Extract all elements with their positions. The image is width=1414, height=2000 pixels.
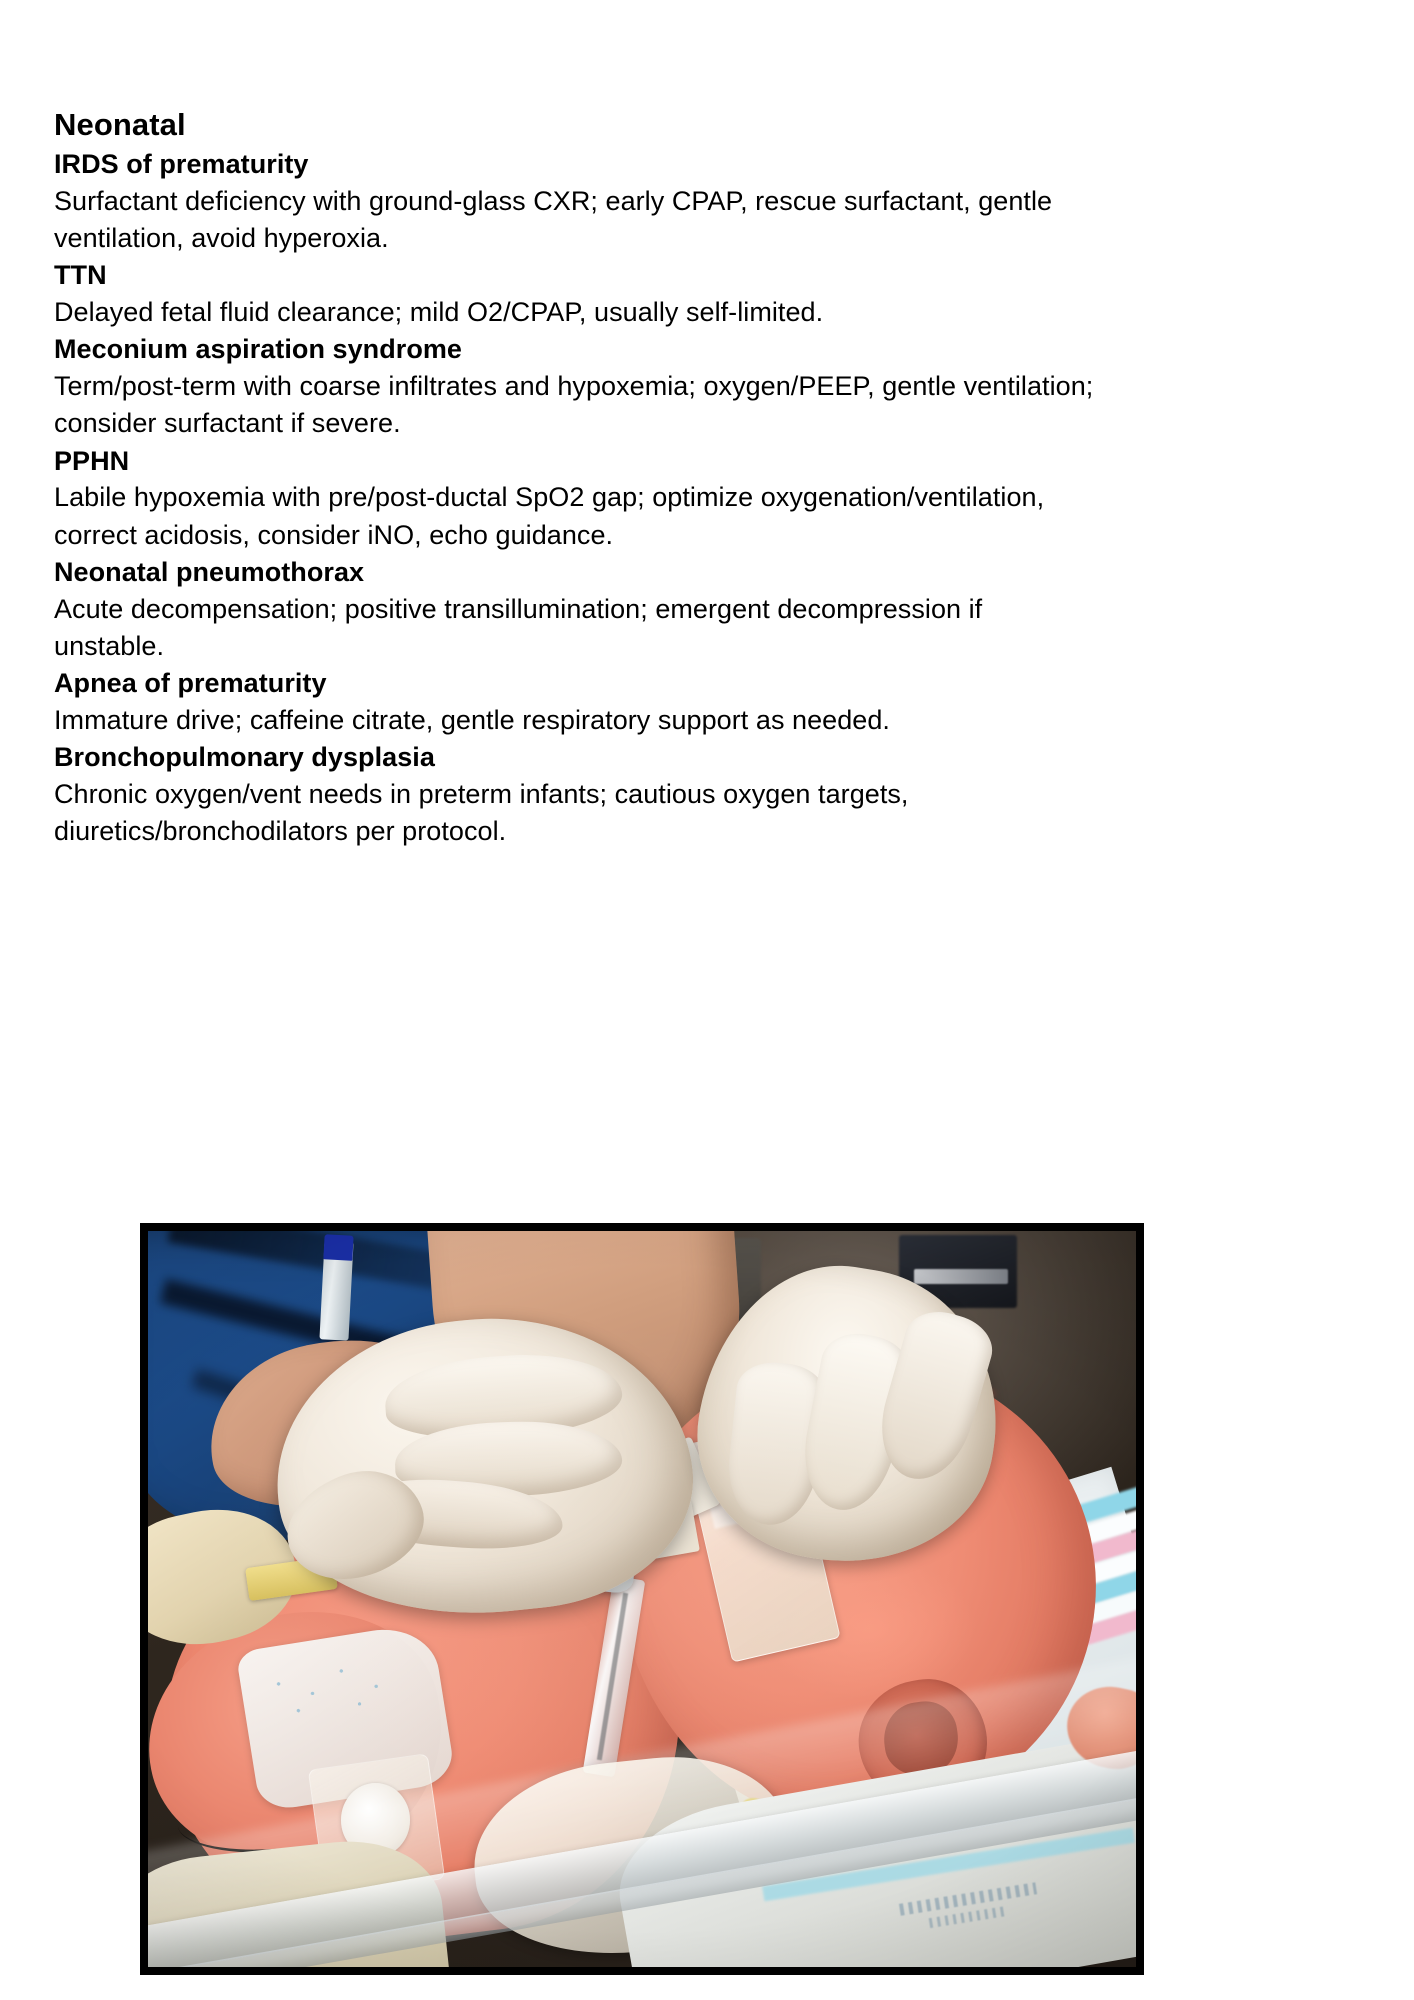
pocket-marker-cap-icon [323, 1235, 353, 1261]
entry-term: Neonatal pneumothorax [54, 556, 365, 587]
entry-term: TTN [54, 260, 107, 291]
entry-description: Immature drive; caffeine citrate, gentle respiratory support as needed. [54, 704, 890, 735]
entry-description: Labile hypoxemia with pre/post-ductal SpO2 gap; optimize oxygenation/ventilation, correct acidosis, consider iNO, echo guidance. [54, 482, 1045, 550]
photo-canvas [148, 1231, 1136, 1967]
entry-term: Bronchopulmonary dysplasia [54, 742, 435, 773]
entry-meconium-aspiration-syndrome [54, 331, 1354, 442]
monitor-bar-icon [914, 1269, 1008, 1284]
entry-description: Term/post-term with coarse infiltrates and hypoxemia; oxygen/PEEP, gentle ventilation; consider surfactant if severe. [54, 371, 1094, 439]
entry-irds [54, 146, 1354, 257]
entry-term: IRDS of prematurity [54, 149, 309, 180]
entry-ttn [54, 257, 1354, 331]
entry-description: Delayed fetal fluid clearance; mild O2/CPAP, usually self-limited. [54, 297, 824, 328]
entry-term: Meconium aspiration syndrome [54, 334, 462, 365]
entry-neonatal-pneumothorax [54, 554, 1354, 665]
neonatal-care-photo [140, 1223, 1144, 1975]
entry-apnea-of-prematurity [54, 665, 1354, 739]
entry-pphn [54, 443, 1354, 554]
entry-term: PPHN [54, 445, 130, 476]
page-title: Neonatal [54, 107, 186, 142]
entry-term: Apnea of prematurity [54, 668, 327, 699]
entry-bronchopulmonary-dysplasia [54, 739, 1354, 850]
entry-description: Surfactant deficiency with ground-glass CXR; early CPAP, rescue surfactant, gentle ventilation, avoid hyperoxia. [54, 185, 1053, 254]
entry-description: Chronic oxygen/vent needs in preterm infants; cautious oxygen targets, diuretics/bronchodilators per protocol. [54, 778, 909, 846]
entry-description: Acute decompensation; positive transillumination; emergent decompression if unstable. [54, 593, 983, 661]
